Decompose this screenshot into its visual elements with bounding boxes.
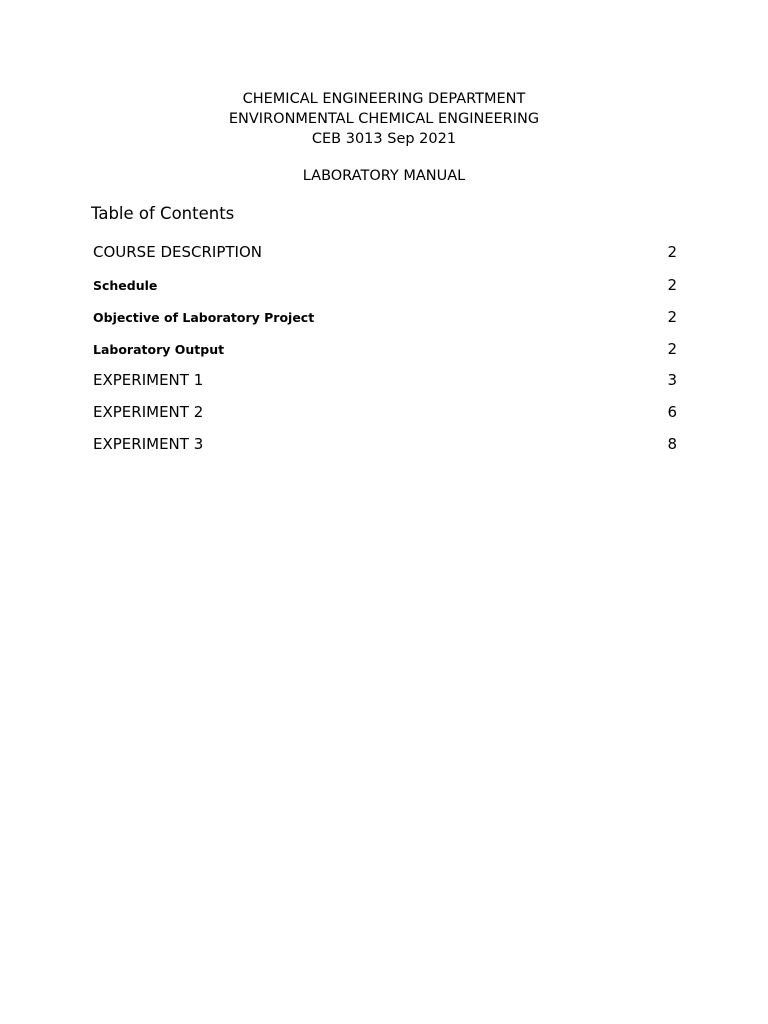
toc-heading: Table of Contents bbox=[91, 204, 235, 223]
department-title: CHEMICAL ENGINEERING DEPARTMENT bbox=[242, 91, 526, 107]
toc-entry-label: COURSE DESCRIPTION bbox=[93, 243, 262, 261]
toc-entry-experiment-2[interactable] bbox=[93, 403, 677, 421]
toc-entry-objective[interactable] bbox=[93, 308, 677, 326]
toc-entry-page: 2 bbox=[667, 276, 677, 294]
toc-entry-label: EXPERIMENT 1 bbox=[93, 371, 204, 389]
toc-entry-laboratory-output[interactable] bbox=[93, 340, 677, 358]
course-code: CEB 3013 Sep 2021 bbox=[311, 131, 457, 147]
toc-entry-course-description[interactable] bbox=[93, 243, 677, 261]
toc-entry-label: Objective of Laboratory Project bbox=[93, 310, 315, 325]
toc-entry-page: 8 bbox=[667, 435, 677, 453]
toc-entry-label: Schedule bbox=[93, 278, 158, 293]
toc-entry-page: 3 bbox=[667, 371, 677, 389]
manual-title: LABORATORY MANUAL bbox=[302, 168, 466, 184]
toc-entry-experiment-3[interactable] bbox=[93, 435, 677, 453]
toc-entry-label: EXPERIMENT 3 bbox=[93, 435, 204, 453]
document-header bbox=[0, 89, 768, 149]
toc-entry-page: 2 bbox=[667, 340, 677, 358]
toc-entry-label: EXPERIMENT 2 bbox=[93, 403, 204, 421]
course-name: ENVIRONMENTAL CHEMICAL ENGINEERING bbox=[228, 111, 540, 127]
toc-entry-page: 2 bbox=[667, 308, 677, 326]
toc-entry-page: 2 bbox=[667, 243, 677, 261]
toc-entry-experiment-1[interactable] bbox=[93, 371, 677, 389]
toc-entry-label: Laboratory Output bbox=[93, 342, 225, 357]
toc-entry-page: 6 bbox=[667, 403, 677, 421]
toc-entry-schedule[interactable] bbox=[93, 276, 677, 294]
